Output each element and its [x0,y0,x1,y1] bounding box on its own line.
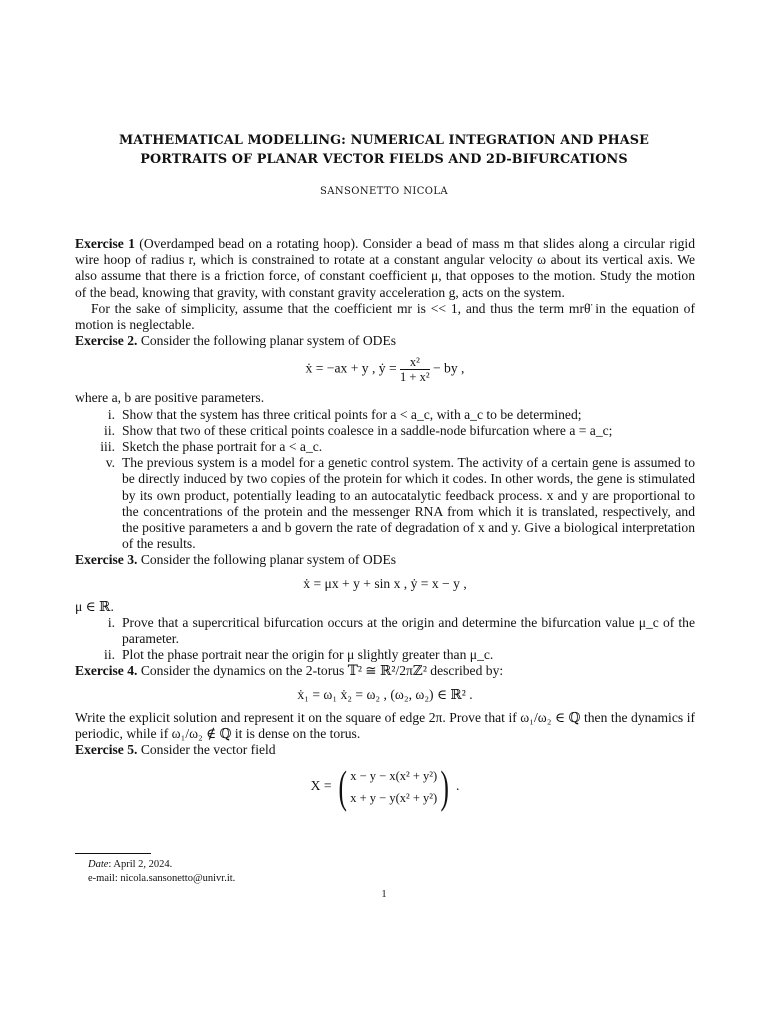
list-item [75,407,695,423]
vector-field-lhs: X = [310,778,332,794]
exercise-1 [75,236,695,301]
matrix-row-1: x − y − x(x² + y²) [350,769,438,784]
exercise-4-after: Write the explicit solution and represent it on the square of edge 2π. Prove that if ω₁/ω₂ ∈ ℚ then the dynamics if periodic, while if ω₁/ω₂ ∉ ℚ it is dense on the torus. [75,709,695,741]
list-item-text: The previous system is a model for a genetic control system. The activity of a certain gene is assumed to be directly induced by two copies of the protein for which it codes. In other words, the gene is stimulated by its own product, potentially leading to an autocatalytic feedback process. x and y are proportional to the concentrations of the protein and the messenger RNA from which it is translated, respectively, and the positive parameters a and b govern the rate of degradation of x and y. Give a biological interpretation of the results. [122,455,695,552]
list-item-label: i. [107,614,115,630]
exercise-3-equation: ẋ = μx + y + sin x , ẏ = x − y , [303,575,467,591]
exercise-2-eq-left: ẋ = −ax + y , ẏ = [305,361,401,377]
exercise-2-equation [75,355,695,384]
list-item-label: v. [105,455,115,471]
list-item-text: Show that two of these critical points coalesce in a saddle-node bifurcation where a = a_c; [122,422,613,438]
footnote-date [88,858,235,872]
list-item-label: ii. [104,647,115,663]
list-item-text: Prove that a supercritical bifurcation occurs at the origin and determine the bifurcation value μ_c of the parameter. [122,614,695,647]
list-item [75,439,695,455]
exercise-2-list [75,407,695,553]
exercise-5-intro: Consider the vector field [137,742,276,758]
list-item-text: Plot the phase portrait near the origin for μ slightly greater than μ_c. [122,647,494,663]
exercise-2-eq-right: − by , [429,361,465,377]
exercise-4-label: Exercise 4. [75,663,138,679]
exercise-2-intro: Consider the following planar system of ODEs [137,333,397,349]
list-item-text: Sketch the phase portrait for a < a_c. [122,439,323,455]
right-paren: ) [440,761,450,813]
list-item-label: iii. [100,439,115,455]
paper-body [75,236,695,816]
exercise-1-paragraph-2: For the sake of simplicity, assume that the coefficient mr is << 1, and thus the term mrθ̈ in the equation of motion is neglectable. [75,300,695,333]
exercise-1-text: Consider a bead of mass m that slides along a circular rigid wire hoop of radius r, which is constrained to rotate at a constant angular velocity ω about its vertical axis. We also assume that there is a friction force, of constant coefficient μ, that opposes to the motion. Study the motion of the bead, knowing that gravity, with constant gravity acceleration g, acts on the system. [75,236,695,300]
footnote [88,858,235,886]
exercise-5-equation [75,761,695,813]
footnote-date-label: Date [88,859,109,870]
matrix-row-2: x + y − y(x² + y²) [350,791,438,806]
exercise-3-list [75,615,695,664]
exercise-4 [75,663,695,679]
fraction-numerator: x² [400,355,430,370]
exercise-4-intro: Consider the dynamics on the 2-torus 𝕋² ≅ ℝ²/2πℤ² described by: [137,663,504,679]
list-item [75,423,695,439]
footnote-rule [75,853,151,854]
vector-matrix [335,761,453,813]
exercise-2-fraction [400,355,430,384]
footnote-email: e-mail: nicola.sansonetto@univr.it. [88,873,236,884]
exercise-2-after: where a, b are positive parameters. [75,390,265,406]
title-line-2: PORTRAITS OF PLANAR VECTOR FIELDS AND 2D-BIFURCATIONS [140,152,628,167]
exercise-3-label: Exercise 3. [75,552,138,568]
list-item [75,615,695,647]
exercise-2-label: Exercise 2. [75,333,138,349]
matrix-cells [350,765,437,809]
vector-field-tail: . [455,778,460,794]
fraction-denominator: 1 + x² [400,370,430,385]
paper-title [60,131,708,169]
title-line-1: MATHEMATICAL MODELLING: NUMERICAL INTEGRATION AND PHASE [118,133,650,148]
exercise-4-equation: ẋ₁ = ω₁ ẋ₂ = ω₂ , (ω₂, ω₂) ∈ ℝ² . [297,686,473,702]
list-item [75,647,695,663]
exercise-1-label: Exercise 1 [75,236,135,251]
exercise-3 [75,552,695,568]
left-paren: ( [338,761,347,813]
exercise-5 [75,742,695,758]
list-item [75,455,695,552]
exercise-2 [75,333,695,349]
exercise-5-label: Exercise 5. [75,742,138,758]
exercise-3-after: μ ∈ ℝ. [75,598,114,614]
list-item-label: i. [107,406,115,422]
author: SANSONETTO NICOLA [319,186,449,197]
exercise-3-intro: Consider the following planar system of ODEs [137,552,397,568]
exercise-1-heading: (Overdamped bead on a rotating hoop). [134,236,359,251]
page-number: 1 [381,889,387,900]
list-item-label: ii. [104,422,115,438]
list-item-text: Show that the system has three critical points for a < a_c, with a_c to be determined; [122,406,582,422]
footnote-date-value: : April 2, 2024. [108,859,173,870]
